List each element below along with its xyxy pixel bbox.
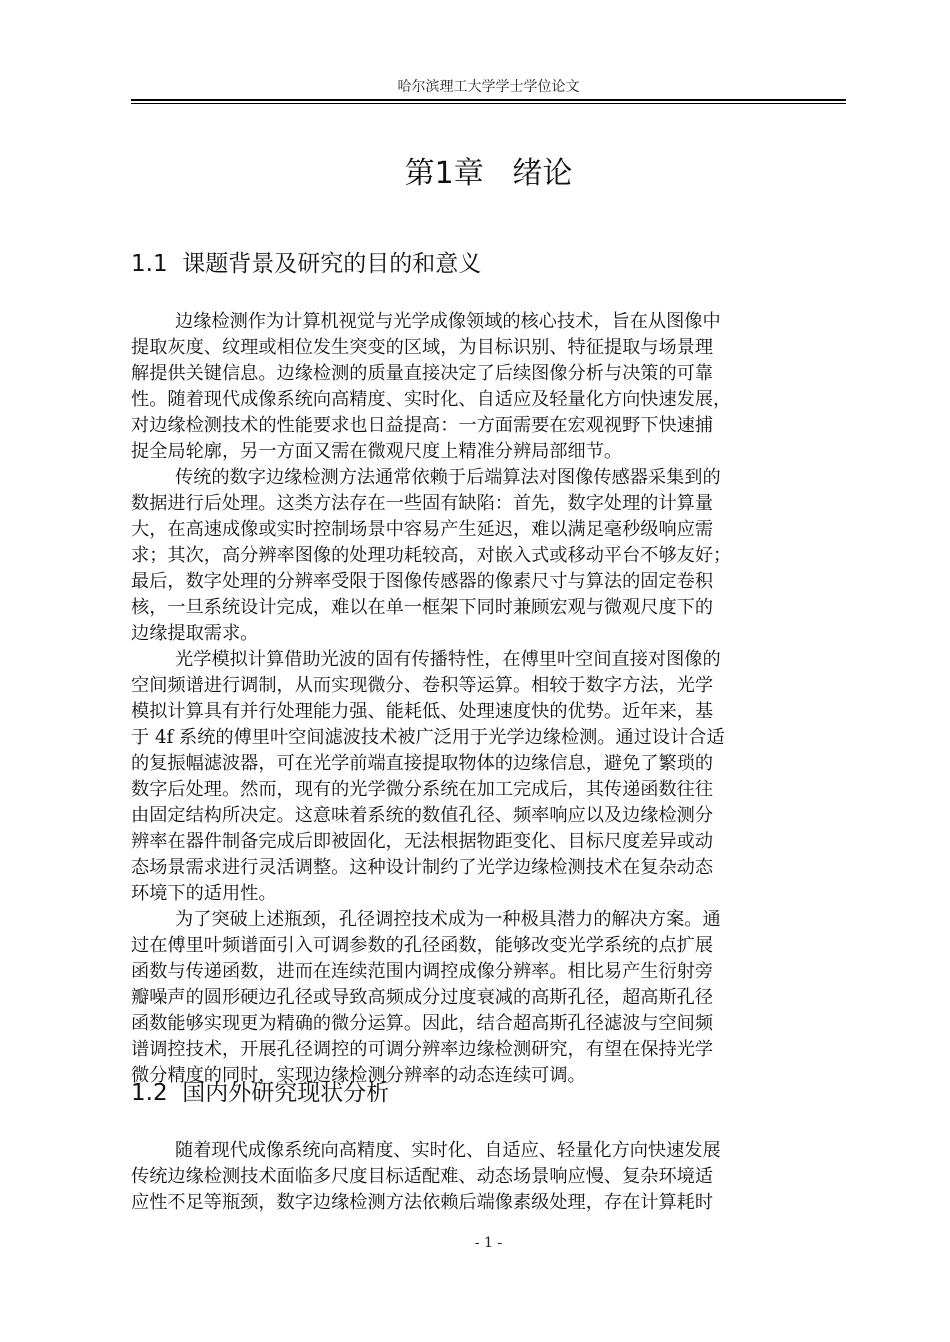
text-line: 空间频谱进行调制，从而实现微分、卷积等运算。相较于数字方法，光学 (131, 675, 714, 696)
section-1-2-body (131, 1138, 846, 1216)
text-line: 环境下的适用性。 (131, 883, 277, 904)
text-line: 捉全局轮廓，另一方面又需在微观尺度上精准分辨局部细节。 (131, 441, 623, 462)
section-heading-1-2: 1.2 国内外研究现状分析 (131, 1080, 390, 1106)
text-line: 辨率在器件制备完成后即被固化，无法根据物距变化、目标尺度差异或动 (131, 831, 714, 852)
text-line: 数字后处理。然而，现有的光学微分系统在加工完成后，其传递函数往往 (131, 779, 714, 800)
text-line: 函数与传递函数，进而在连续范围内调控成像分辨率。相比易产生衍射旁 (131, 961, 714, 982)
text-line: 由固定结构所决定。这意味着系统的数值孔径、频率响应以及边缘检测分 (131, 805, 714, 826)
text-line: 边缘检测作为计算机视觉与光学成像领域的核心技术，旨在从图像中 (175, 311, 721, 332)
running-header: 哈尔滨理工大学学士学位论文 (397, 79, 580, 95)
text-line: 核，一旦系统设计完成，难以在单一框架下同时兼顾宏观与微观尺度下的 (131, 597, 714, 618)
text-line: 谱调控技术，开展孔径调控的可调分辨率边缘检测研究，有望在保持光学 (131, 1039, 714, 1060)
text-line: 函数能够实现更为精确的微分运算。因此，结合超高斯孔径滤波与空间频 (131, 1013, 714, 1034)
text-line: 解提供关键信息。边缘检测的质量直接决定了后续图像分析与决策的可靠 (131, 363, 714, 384)
text-line: 态场景需求进行灵活调整。这种设计制约了光学边缘检测技术在复杂动态 (131, 857, 714, 878)
header-rule-thick (131, 99, 846, 101)
text-line: 瓣噪声的圆形硬边孔径或导致高频成分过度衰减的高斯孔径，超高斯孔径 (131, 987, 714, 1008)
text-line: 为了突破上述瓶颈，孔径调控技术成为一种极具潜力的解决方案。通 (175, 909, 721, 930)
text-line: 性。随着现代成像系统向高精度、实时化、自适应及轻量化方向快速发展， (131, 389, 732, 410)
chapter-title: 第1章 绪论 (404, 156, 573, 191)
text-line: 大，在高速成像或实时控制场景中容易产生延迟，难以满足毫秒级响应需 (131, 519, 714, 540)
text-line: 模拟计算具有并行处理能力强、能耗低、处理速度快的优势。近年来，基 (131, 701, 714, 722)
section-1-1-body (131, 309, 846, 1089)
text-line: 提取灰度、纹理或相位发生突变的区域，为目标识别、特征提取与场景理 (131, 337, 714, 358)
text-line: 最后，数字处理的分辨率受限于图像传感器的像素尺寸与算法的固定卷积 (131, 571, 714, 592)
text-line: 随着现代成像系统向高精度、实时化、自适应、轻量化方向快速发展 (175, 1140, 721, 1161)
text-line: 于 4f 系统的傅里叶空间滤波技术被广泛用于光学边缘检测。通过设计合适 (131, 727, 725, 748)
header-rule-thin (131, 103, 846, 104)
text-line: 求；其次，高分辨率图像的处理功耗较高，对嵌入式或移动平台不够友好； (131, 545, 732, 566)
text-line: 传统边缘检测技术面临多尺度目标适配难、动态场景响应慢、复杂环境适 (131, 1166, 714, 1187)
text-line: 传统的数字边缘检测方法通常依赖于后端算法对图像传感器采集到的 (175, 467, 721, 488)
text-line: 光学模拟计算借助光波的固有传播特性，在傅里叶空间直接对图像的 (175, 649, 721, 670)
text-line: 的复振幅滤波器，可在光学前端直接提取物体的边缘信息，避免了繁琐的 (131, 753, 714, 774)
text-line: 数据进行后处理。这类方法存在一些固有缺陷：首先，数字处理的计算量 (131, 493, 714, 514)
text-line: 边缘提取需求。 (131, 623, 259, 644)
text-line: 应性不足等瓶颈，数字边缘检测方法依赖后端像素级处理，存在计算耗时 (131, 1192, 714, 1213)
text-line: 过在傅里叶频谱面引入可调参数的孔径函数，能够改变光学系统的点扩展 (131, 935, 714, 956)
text-line: 微分精度的同时，实现边缘检测分辨率的动态连续可调。 (131, 1065, 586, 1086)
text-line: 对边缘检测技术的性能要求也日益提高：一方面需要在宏观视野下快速捕 (131, 415, 714, 436)
section-heading-1-1: 1.1 课题背景及研究的目的和意义 (131, 251, 482, 277)
page-number: - 1 - (474, 1235, 503, 1251)
